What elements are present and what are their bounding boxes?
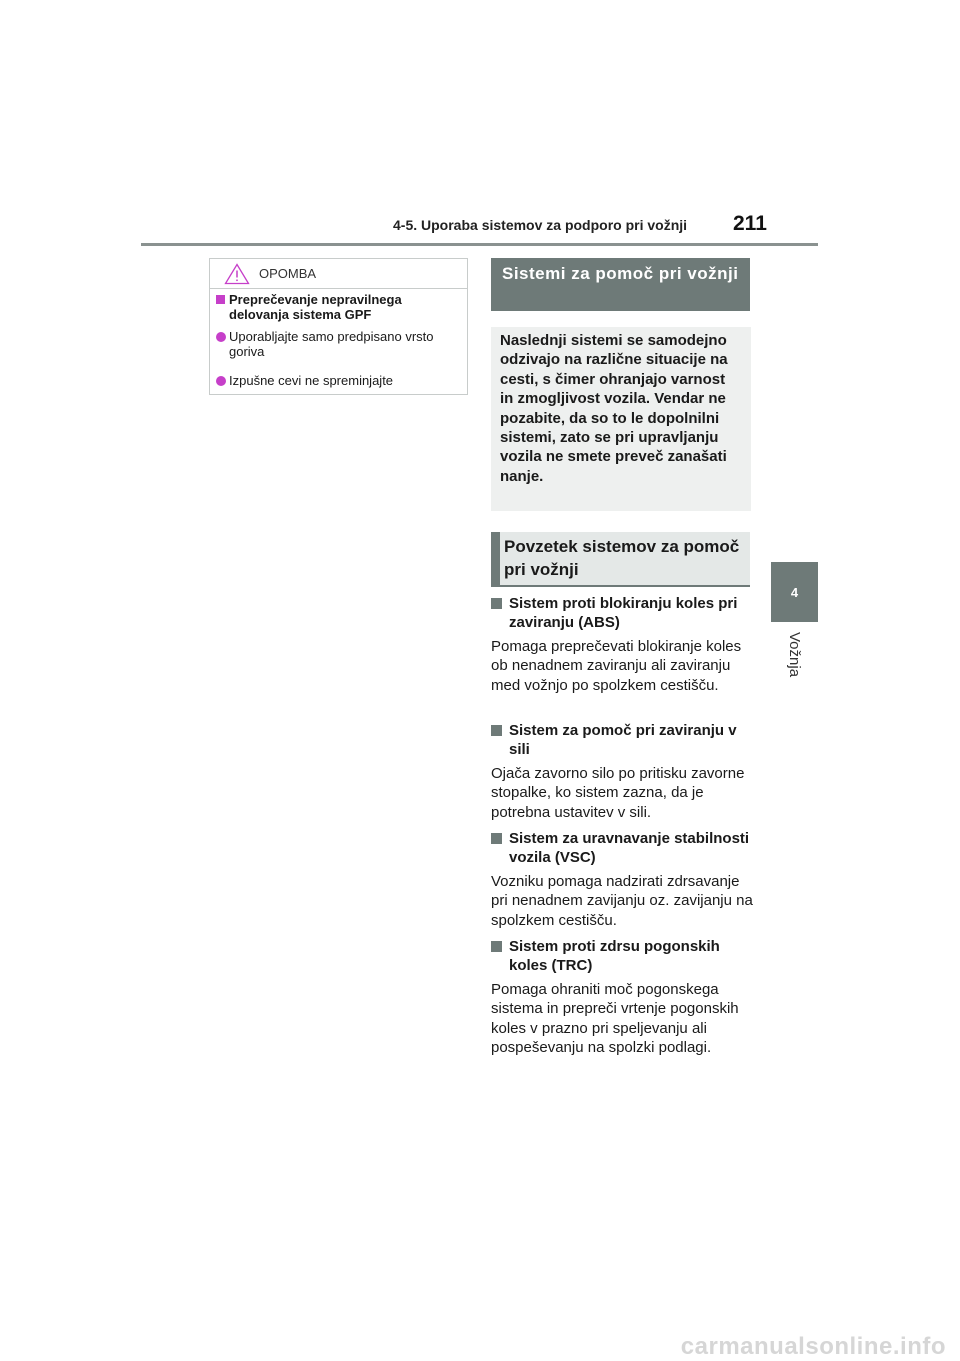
- round-bullet-icon: [216, 373, 229, 390]
- intro-text: Naslednji sistemi se samodejno odzivajo na različne situacije na cesti, s čimer ohranjajo varnost in zmogljivost vozila. Vendar ne pozabite, da so to le dopolnilni sistemi, zato se pri upravljanju vozila ne smete preveč zanašati nanje.: [491, 327, 751, 511]
- system-heading-emergency-brake: Sistem za pomoč pri zaviranju v sili: [491, 721, 751, 760]
- header-divider: [141, 243, 818, 246]
- list-item: Izpušne cevi ne spreminjajte: [216, 373, 461, 390]
- list-item: Uporabljajte samo predpisano vrsto goriva: [216, 329, 461, 359]
- subsection-title: Povzetek sistemov za pomoč pri vožnji: [491, 532, 750, 587]
- square-bullet-icon: [491, 829, 509, 868]
- system-heading-trc: Sistem proti zdrsu pogonskih koles (TRC): [491, 937, 751, 976]
- system-description: Pomaga ohraniti moč pogonskega sistema in prepreči vrtenje pogonskih koles v prazno pri speljevanju ali pospeševanju na spolzki podlagi.: [491, 981, 739, 1057]
- page-number: 211: [733, 212, 767, 235]
- system-description: Ojača zavorno silo po pritisku zavorne stopalke, ko sistem zazna, da je potrebna ustavitev v sili.: [491, 765, 745, 821]
- notice-heading: Preprečevanje nepravilnega delovanja sistema GPF: [216, 292, 452, 322]
- notice-title: OPOMBA: [259, 266, 317, 281]
- system-heading-abs: Sistem proti blokiranju koles pri zaviranju (ABS): [491, 594, 751, 633]
- section-title: Sistemi za pomoč pri vožnji: [491, 258, 750, 311]
- square-bullet-icon: [491, 937, 509, 976]
- notice-box: [209, 258, 468, 395]
- system-description: Vozniku pomaga nadzirati zdrsavanje pri nenadnem zavijanju oz. zavijanju na spolzkem cestišču.: [491, 873, 753, 929]
- chapter-tab-label: Vožnja: [786, 632, 803, 678]
- square-bullet-icon: [491, 594, 509, 633]
- square-bullet-icon: [216, 292, 229, 322]
- warning-triangle-icon: [224, 263, 250, 285]
- system-heading-vsc: Sistem za uravnavanje stabilnosti vozila (VSC): [491, 829, 751, 868]
- notice-header: [210, 259, 467, 289]
- system-description: Pomaga preprečevati blokiranje koles ob nenadnem zaviranju ali zaviranju med vožnjo po spolzkem cestišču.: [491, 638, 742, 694]
- round-bullet-icon: [216, 329, 229, 359]
- chapter-tab: 4: [771, 562, 818, 622]
- watermark-text: carmanualsonline.info: [680, 1333, 946, 1360]
- chapter-title: 4-5. Uporaba sistemov za podporo pri vožnji: [393, 217, 688, 233]
- watermark: [0, 1333, 960, 1358]
- square-bullet-icon: [491, 721, 509, 760]
